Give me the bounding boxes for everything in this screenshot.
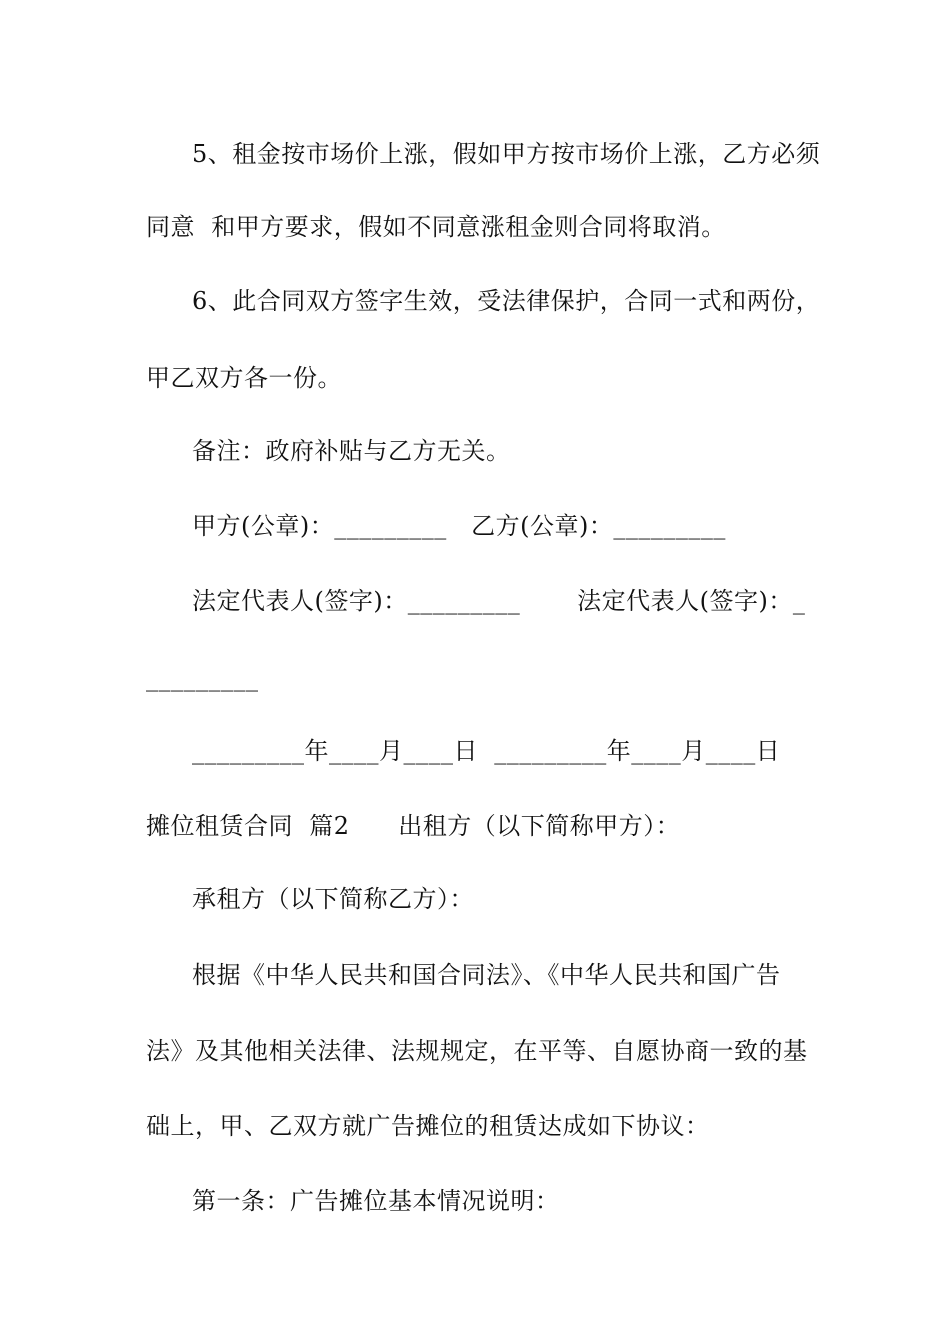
date-line: _________年____月____日 _________年____月____日 (192, 737, 781, 765)
paragraph-line: 承租方（以下简称乙方）： (192, 885, 474, 913)
section-heading: 摊位租赁合同 篇2 出租方（以下简称甲方）： (146, 812, 681, 840)
signature-line: _________ (146, 664, 259, 692)
paragraph-line: 甲乙双方各一份。 (146, 364, 342, 392)
paragraph-line: 第一条：广告摊位基本情况说明： (192, 1187, 560, 1215)
paragraph-line: 5、租金按市场价上涨，假如甲方按市场价上涨，乙方必须 (192, 140, 821, 168)
paragraph-line: 法》及其他相关法律、法规规定，在平等、自愿协商一致的基 (146, 1037, 808, 1065)
signature-line: 甲方(公章)：_________ 乙方(公章)：_________ (192, 512, 726, 540)
paragraph-line: 6、此合同双方签字生效，受法律保护，合同一式和两份， (192, 287, 821, 315)
paragraph-line: 同意 和甲方要求，假如不同意涨租金则合同将取消。 (146, 213, 726, 241)
paragraph-line: 础上，甲、乙双方就广告摊位的租赁达成如下协议： (146, 1112, 710, 1140)
paragraph-line: 根据《中华人民共和国合同法》、《中华人民共和国广告 (192, 961, 781, 989)
signature-line: 法定代表人(签字)：_________ 法定代表人(签字)：_ (192, 587, 806, 615)
paragraph-line: 备注：政府补贴与乙方无关。 (192, 437, 511, 465)
